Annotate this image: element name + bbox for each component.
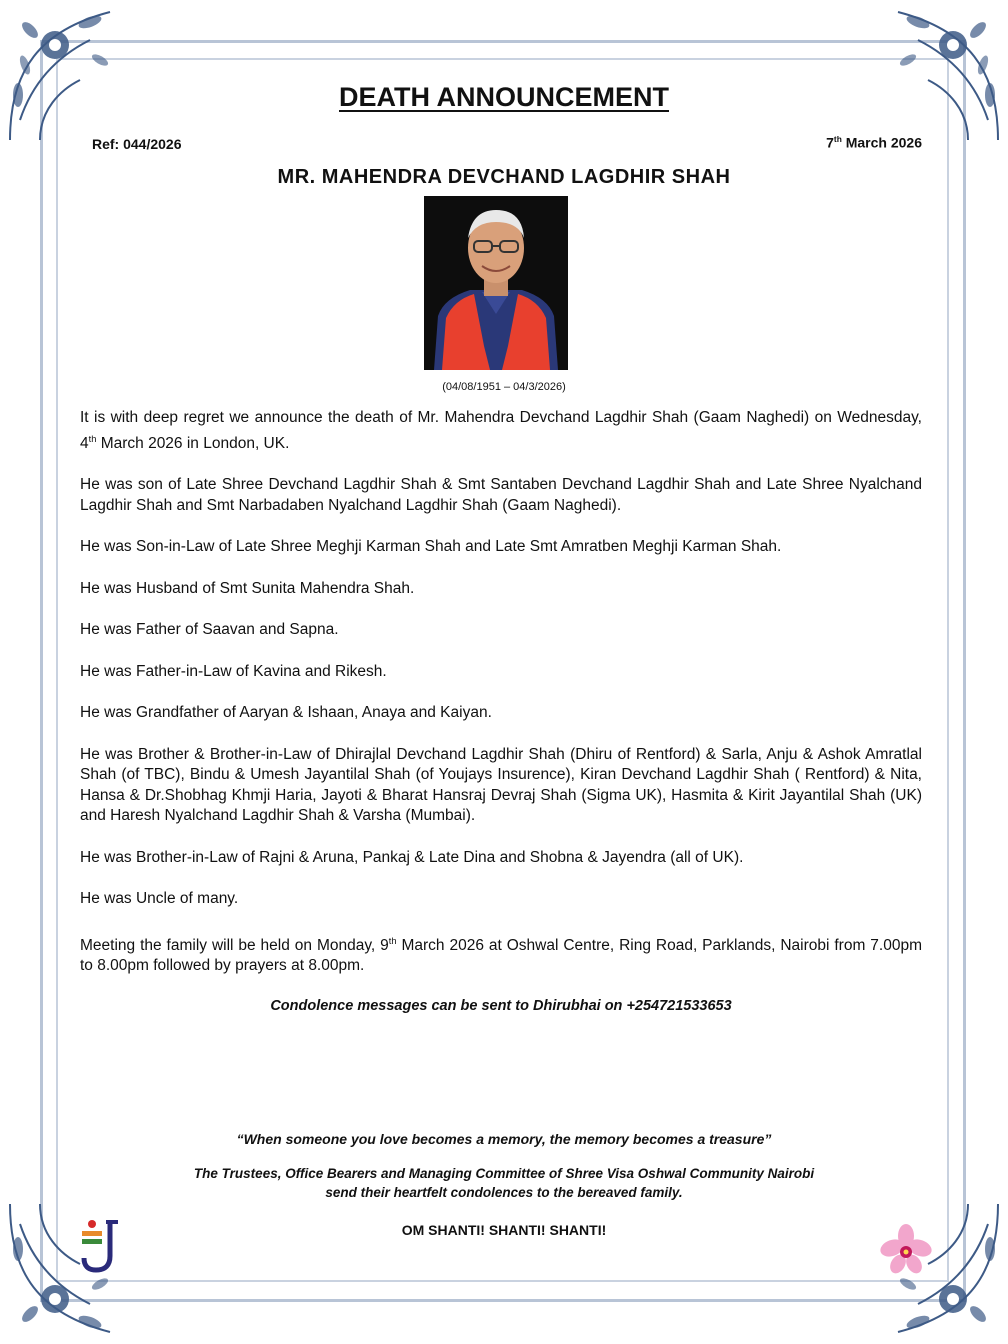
paragraph-announcement: It is with deep regret we announce the death of Mr. Mahendra Devchand Lagdhir Shah (Gaam Naghedi) on Wednesday, 4th March 2026 in London, UK. <box>80 409 922 452</box>
paragraph-father-in-law: He was Father-in-Law of Kavina and Rikesh. <box>80 662 387 680</box>
paragraph-meeting: Meeting the family will be held on Monday, 9th March 2026 at Oshwal Centre, Ring Road, Parklands, Nairobi from 7.00pm to 8.00pm followed by prayers at 8.00pm. <box>80 935 922 975</box>
corner-ornament-bottom-left <box>0 1194 150 1344</box>
paragraph-brother: He was Brother & Brother-in-Law of Dhirajlal Devchand Lagdhir Shah (Dhiru of Rentford) & Sarla, Anju & Ashok Amratlal Shah (of TBC), Bindu & Umesh Jayantilal Shah (of Youjays Insurence), Kiran Devchand Lagdhir Shah ( Rentford) & Nita, Hansa & Dr.Shobhag Khmji Haria, Jayoti & Bharat Hansraj Devraj Shah (Sigma UK), Hasmita & Kirit Jayantilal Shah (UK) and Haresh Nyalchand Lagdhir Shah & Varsha (Mumbai). <box>80 745 922 825</box>
condolence-contact: Condolence messages can be sent to Dhirubhai on +254721533653 <box>270 997 732 1014</box>
om-shanti: OM SHANTI! SHANTI! SHANTI! <box>401 1222 607 1238</box>
paragraph-parents: He was son of Late Shree Devchand Lagdhir Shah & Smt Santaben Devchand Lagdhir Shah and Late Shree Nyalchand Lagdhir Shah and Smt Narbadaben Nyalchand Lagdhir Shah (Gaam Naghedi). <box>80 476 922 514</box>
trustees-line-1: The Trustees, Office Bearers and Managing Committee of Shree Visa Oshwal Community Nairobi <box>193 1166 815 1181</box>
memorial-quote: “When someone you love becomes a memory, the memory becomes a treasure” <box>236 1131 772 1147</box>
lifespan-dates: (04/08/1951 – 04/3/2026) <box>442 381 566 393</box>
deceased-name: MR. MAHENDRA DEVCHAND LAGDHIR SHAH <box>277 166 731 188</box>
orchid-flower-icon <box>880 1224 932 1276</box>
announcement-date: 7th March 2026 <box>826 134 922 151</box>
page-title: DEATH ANNOUNCEMENT <box>339 82 669 112</box>
paragraph-son-in-law: He was Son-in-Law of Late Shree Meghji Karman Shah and Late Smt Amratben Meghji Karman Shah. <box>80 538 782 556</box>
paragraph-husband: He was Husband of Smt Sunita Mahendra Shah. <box>80 579 415 597</box>
paragraph-uncle: He was Uncle of many. <box>80 890 239 908</box>
paragraph-father: He was Father of Saavan and Sapna. <box>80 621 339 639</box>
reference-number: Ref: 044/2026 <box>92 136 182 152</box>
community-logo-icon <box>80 1216 120 1274</box>
trustees-message <box>0 1164 1008 1202</box>
paragraph-grandfather: He was Grandfather of Aaryan & Ishaan, Anaya and Kaiyan. <box>80 704 492 722</box>
trustees-line-2: send their heartfelt condolences to the bereaved family. <box>325 1185 683 1200</box>
corner-ornament-top-left <box>0 0 150 150</box>
paragraph-brother-in-law: He was Brother-in-Law of Rajni & Aruna, Pankaj & Late Dina and Shobna & Jayendra (all of UK). <box>80 848 744 866</box>
portrait-photo <box>424 196 568 370</box>
corner-ornament-top-right <box>858 0 1008 150</box>
announcement-body <box>80 408 922 1016</box>
